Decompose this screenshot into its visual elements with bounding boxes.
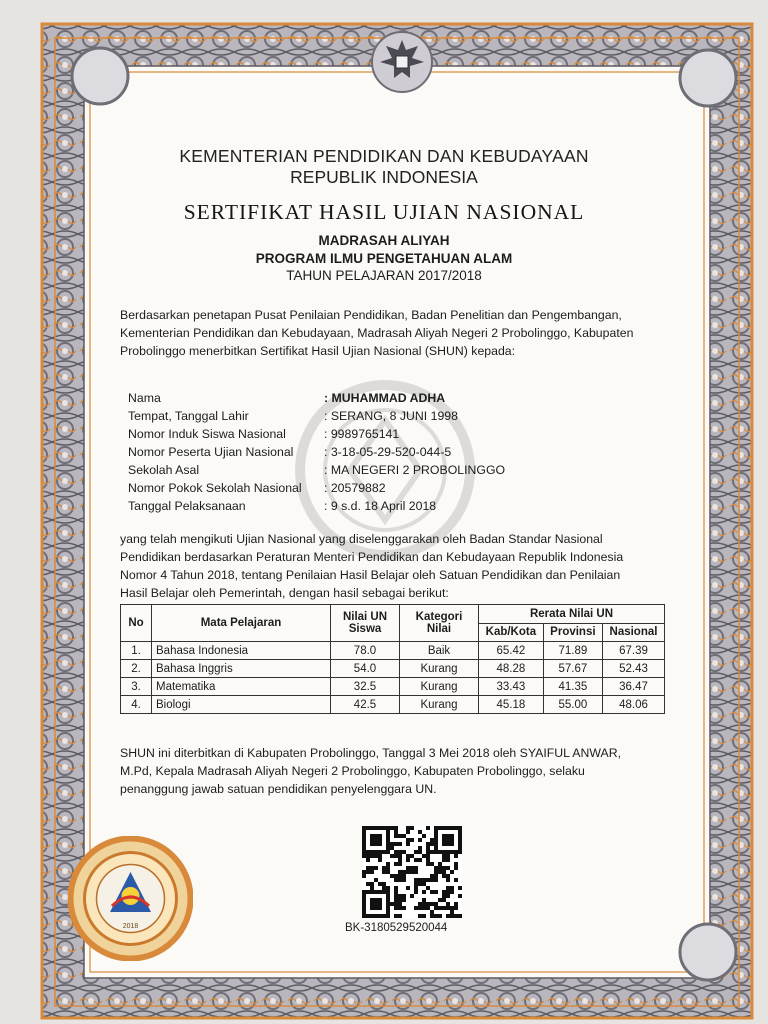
field-label: Nomor Pokok Sekolah Nasional xyxy=(128,481,302,495)
cell-category: Kurang xyxy=(400,660,479,678)
emblem-year: 2018 xyxy=(122,923,139,930)
cell-category: Kurang xyxy=(400,678,479,696)
header-no: No xyxy=(121,605,152,642)
field-value: : 9989765141 xyxy=(324,427,400,441)
table-row xyxy=(121,660,665,678)
header-province: Provinsi xyxy=(543,623,602,642)
cell-regency: 33.43 xyxy=(479,678,544,696)
closing-line-1: SHUN ini diterbitkan di Kabupaten Probolinggo, Tanggal 3 Mei 2018 oleh SYAIFUL ANWAR, xyxy=(120,746,622,760)
header-subject: Mata Pelajaran xyxy=(152,605,331,642)
cell-no: 3. xyxy=(121,678,152,696)
cell-province: 71.89 xyxy=(543,642,602,660)
academic-year: TAHUN PELAJARAN 2017/2018 xyxy=(286,268,482,283)
country-heading: REPUBLIK INDONESIA xyxy=(290,167,478,187)
field-value: : MA NEGERI 2 PROBOLINGGO xyxy=(324,463,506,477)
body-line-4: Hasil Belajar oleh Pemerintah, dengan hasil sebagai berikut: xyxy=(120,586,449,600)
table-row xyxy=(121,642,665,660)
cell-regency: 45.18 xyxy=(479,696,544,714)
cell-no: 2. xyxy=(121,660,152,678)
intro-line-1: Berdasarkan penetapan Pusat Penilaian Pendidikan, Badan Penelitian dan Pengembangan, xyxy=(120,308,622,322)
field-value: : 9 s.d. 18 April 2018 xyxy=(324,499,437,513)
cell-national: 48.06 xyxy=(602,696,664,714)
cell-regency: 48.28 xyxy=(479,660,544,678)
table-row xyxy=(121,678,665,696)
field-value: : 3-18-05-29-520-044-5 xyxy=(324,445,452,459)
ministry-heading: KEMENTERIAN PENDIDIKAN DAN KEBUDAYAAN xyxy=(179,146,589,166)
closing-line-2: M.Pd, Kepala Madrasah Aliyah Negeri 2 Probolinggo, Kabupaten Probolinggo, selaku xyxy=(120,764,585,778)
cell-province: 55.00 xyxy=(543,696,602,714)
scores-table xyxy=(120,604,665,714)
cell-regency: 65.42 xyxy=(479,642,544,660)
header-national: Nasional xyxy=(602,623,664,642)
header-average: Rerata Nilai UN xyxy=(479,605,665,624)
cell-score: 78.0 xyxy=(331,642,400,660)
certificate-title: SERTIFIKAT HASIL UJIAN NASIONAL xyxy=(183,200,585,224)
body-line-2: Pendidikan berdasarkan Peraturan Menteri Pendidikan dan Kebudayaan Republik Indonesia xyxy=(120,550,624,564)
certificate-code: BK-3180529520044 xyxy=(345,922,448,934)
field-value: : SERANG, 8 JUNI 1998 xyxy=(324,409,458,423)
field-label: Tempat, Tanggal Lahir xyxy=(128,409,249,423)
cell-national: 67.39 xyxy=(602,642,664,660)
cell-no: 4. xyxy=(121,696,152,714)
body-line-3: Nomor 4 Tahun 2018, tentang Penilaian Hasil Belajar oleh Satuan Pendidikan dan Penilaian xyxy=(120,568,621,582)
field-label: Sekolah Asal xyxy=(128,463,200,477)
cell-category: Kurang xyxy=(400,696,479,714)
field-value: : MUHAMMAD ADHA xyxy=(324,391,446,405)
cell-national: 52.43 xyxy=(602,660,664,678)
school-type: MADRASAH ALIYAH xyxy=(318,233,450,248)
body-line-1: yang telah mengikuti Ujian Nasional yang diselenggarakan oleh Badan Standar Nasional xyxy=(120,532,603,546)
cell-subject: Bahasa Indonesia xyxy=(152,642,331,660)
cell-no: 1. xyxy=(121,642,152,660)
field-label: Nomor Peserta Ujian Nasional xyxy=(128,445,294,459)
field-label: Tanggal Pelaksanaan xyxy=(128,499,246,513)
cell-province: 57.67 xyxy=(543,660,602,678)
program-name: PROGRAM ILMU PENGETAHUAN ALAM xyxy=(255,251,513,266)
header-score: Nilai UN Siswa xyxy=(331,605,400,642)
table-row xyxy=(121,696,665,714)
cell-subject: Biologi xyxy=(152,696,331,714)
cell-subject: Bahasa Inggris xyxy=(152,660,331,678)
cell-score: 42.5 xyxy=(331,696,400,714)
field-value: : 20579882 xyxy=(324,481,386,495)
intro-line-2: Kementerian Pendidikan dan Kebudayaan, Madrasah Aliyah Negeri 2 Probolinggo, Kabupaten xyxy=(120,326,634,340)
header-category: Kategori Nilai xyxy=(400,605,479,642)
field-label: Nama xyxy=(128,391,161,405)
cell-subject: Matematika xyxy=(152,678,331,696)
cell-national: 36.47 xyxy=(602,678,664,696)
intro-line-3: Probolinggo menerbitkan Sertifikat Hasil Ujian Nasional (SHUN) kepada: xyxy=(120,344,516,358)
cell-score: 54.0 xyxy=(331,660,400,678)
cell-category: Baik xyxy=(400,642,479,660)
field-label: Nomor Induk Siswa Nasional xyxy=(128,427,286,441)
closing-line-3: penanggung jawab satuan pendidikan penyelenggara UN. xyxy=(120,782,437,796)
header-regency: Kab/Kota xyxy=(479,623,544,642)
cell-province: 41.35 xyxy=(543,678,602,696)
cell-score: 32.5 xyxy=(331,678,400,696)
